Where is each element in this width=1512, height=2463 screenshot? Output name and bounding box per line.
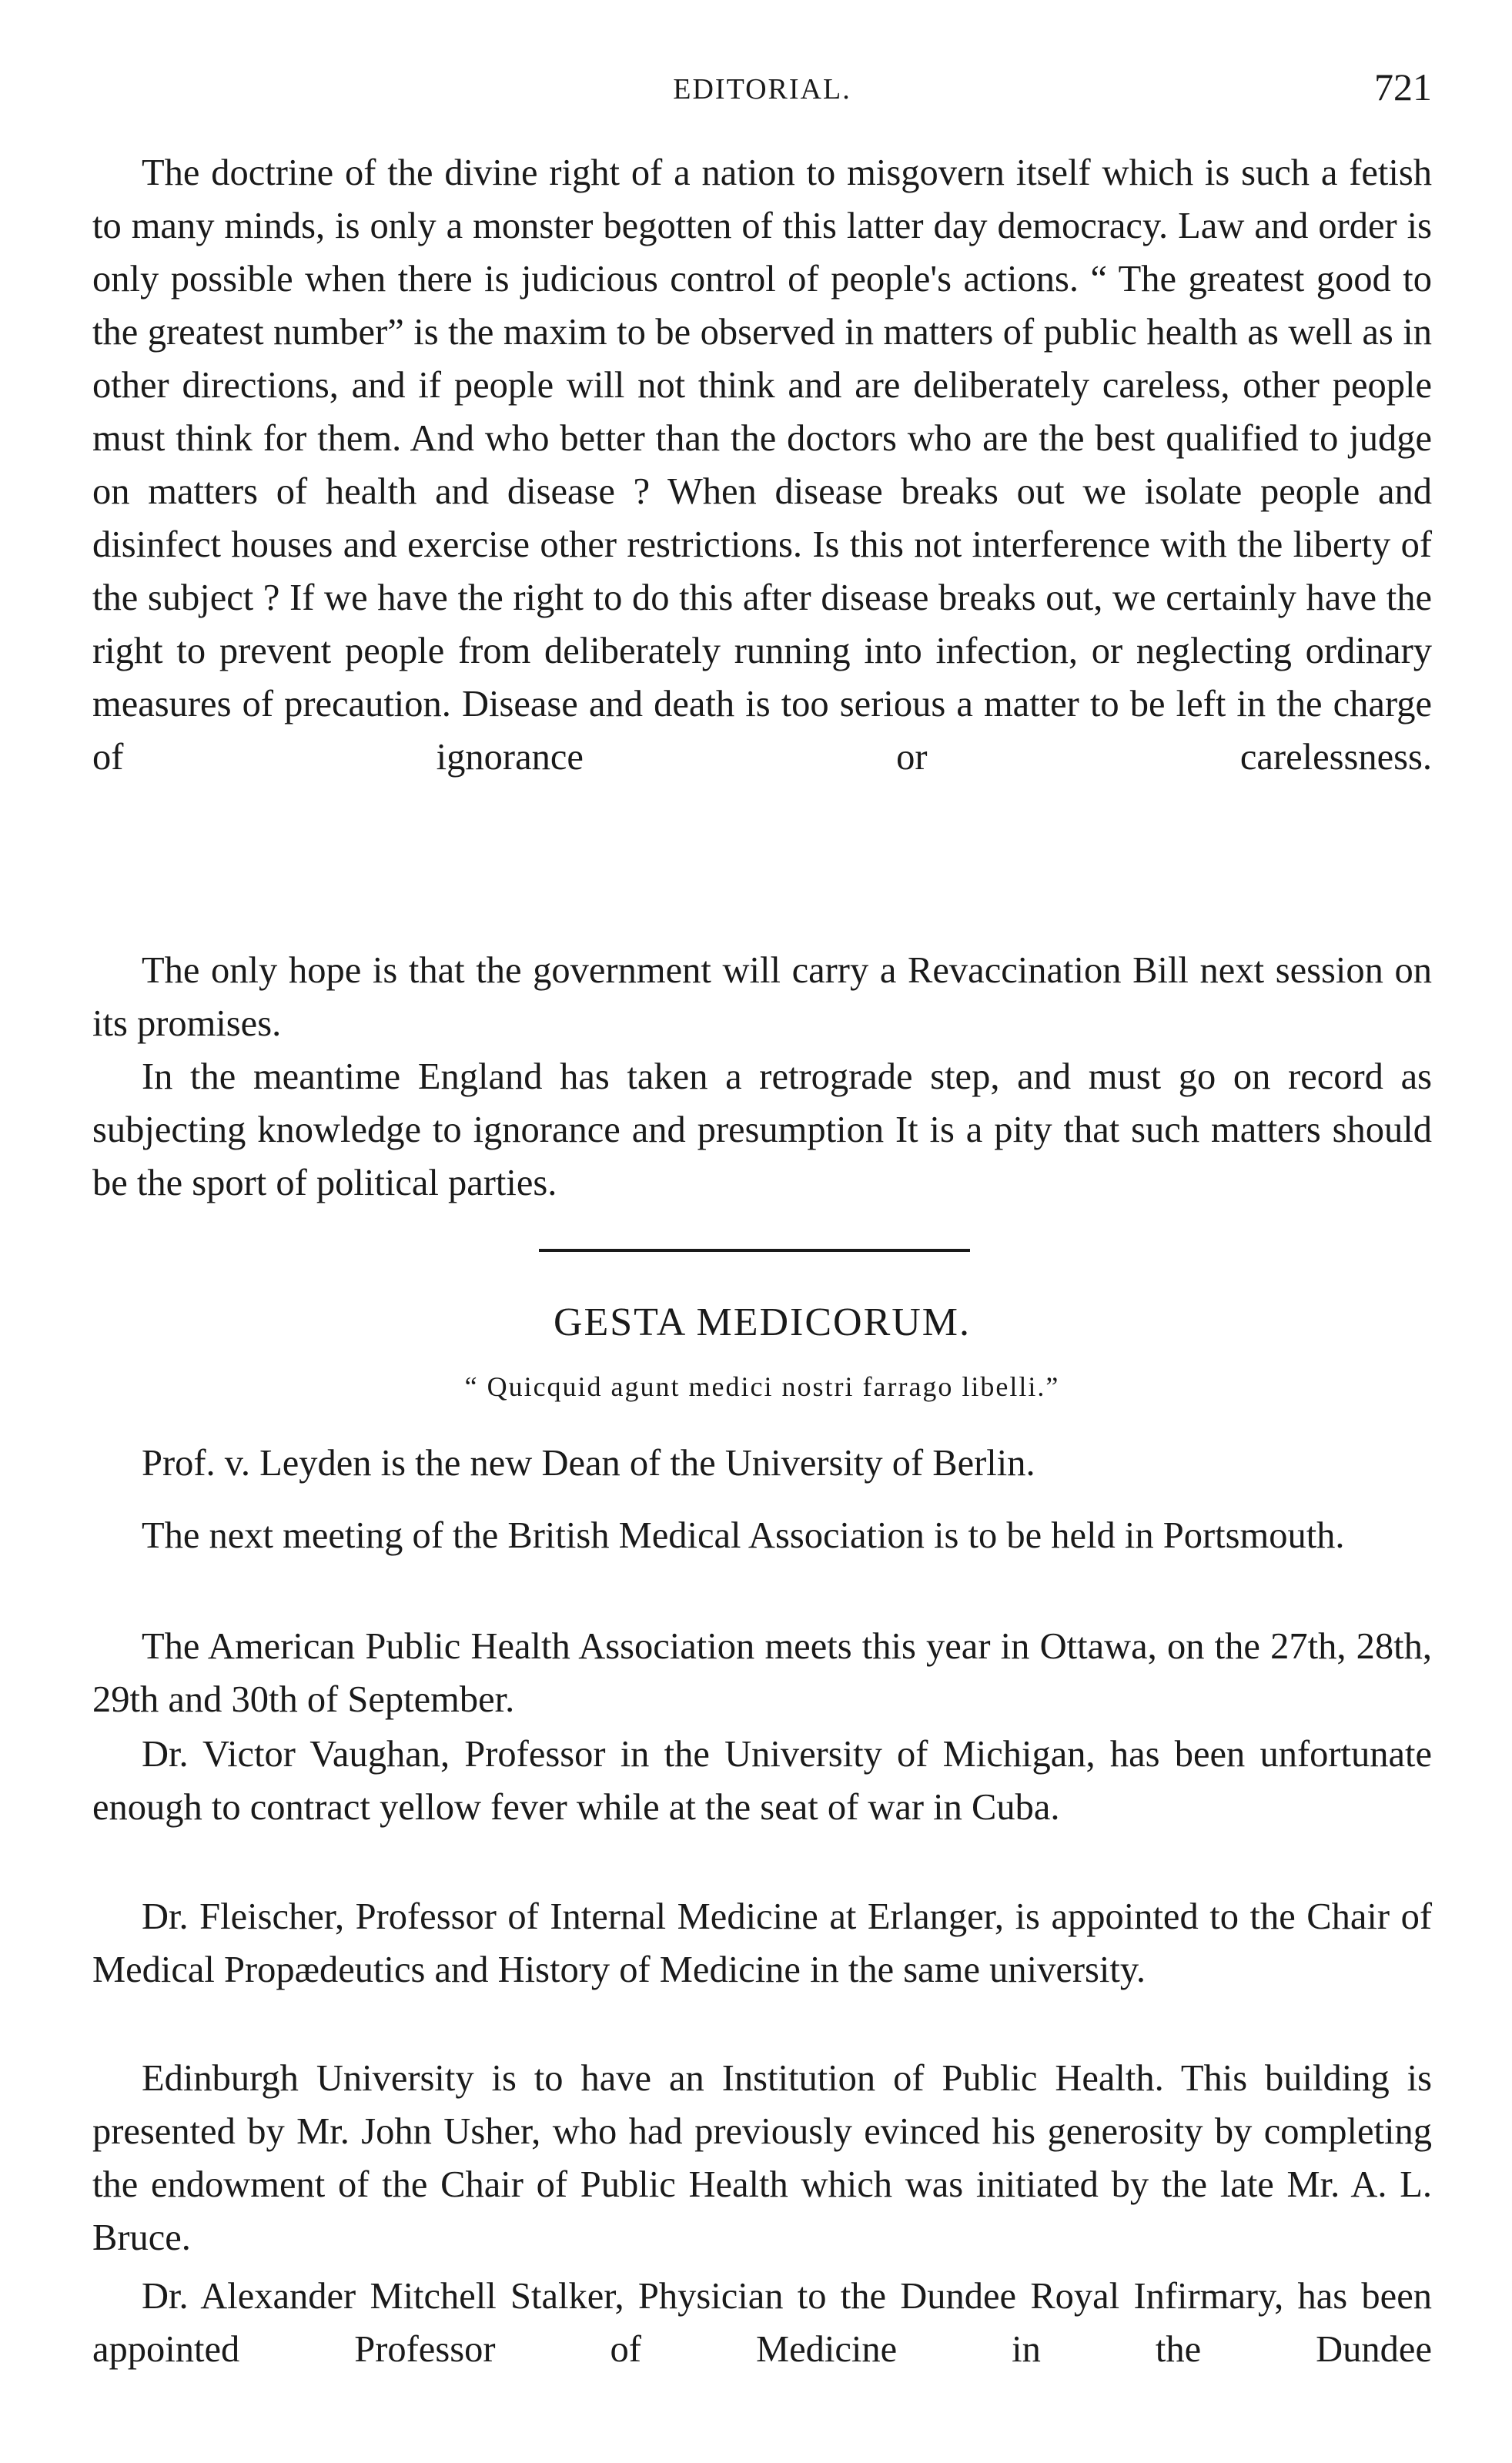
editorial-paragraph-text: The only hope is that the government will carry a Revaccination Bill next session on its promises.	[92, 950, 1432, 1044]
news-item-text: The next meeting of the British Medical Association is to be held in Portsmouth.	[142, 1515, 1345, 1556]
editorial-paragraph-text: In the meantime England has taken a retrograde step, and must go on record as subjecting knowledge to ignorance and presumption It is a pity that such matters should be the sport of political parties.	[92, 1056, 1432, 1203]
news-item-text: Dr. Victor Vaughan, Professor in the University of Michigan, has been unfortunate enough to contract yellow fever while at the seat of war in Cuba.	[92, 1734, 1432, 1828]
page-number: 721	[1374, 65, 1432, 109]
section-motto: “ Quicquid agunt medici nostri farrago libelli.”	[464, 1371, 1060, 1402]
news-item	[92, 1890, 1432, 1996]
news-item-text: Prof. v. Leyden is the new Dean of the University of Berlin.	[142, 1443, 1035, 1484]
running-head: EDITORIAL.	[673, 73, 851, 105]
news-item	[92, 2270, 1432, 2376]
news-item-text: The American Public Health Association meets this year in Ottawa, on the 27th, 28th, 29th and 30th of September.	[92, 1626, 1432, 1720]
news-item	[92, 1437, 1432, 1490]
editorial-paragraph-text: The doctrine of the divine right of a nation to misgovern itself which is such a fetish to many minds, is only a monster begotten of this latter day democracy. Law and order is only possible when there is judicious control of people's actions. “ The greatest good to the greatest number” is the maxim to be observed in matters of public health as well as in other directions, and if people will not think and are deliberately careless, other people must think for them. And who better than the doctors who are the best qualified to judge on matters of health and disease ? When disease breaks out we isolate people and disinfect houses and exercise other restrictions. Is this not interference with the liberty of the subject ? If we have the right to do this after disease breaks out, we certainly have the right to prevent people from deliberately running into infection, or neglecting ordinary measures of precaution. Disease and death is too serious a matter to be left in the charge of ignorance or carelessness.	[92, 152, 1432, 778]
section-divider	[539, 1249, 970, 1252]
news-item-text: Dr. Alexander Mitchell Stalker, Physician to the Dundee Royal Infirmary, has been appointed Professor of Medicine in the Dundee	[92, 2276, 1432, 2370]
page-header	[92, 60, 1432, 122]
editorial-paragraph	[92, 944, 1432, 1050]
news-item	[92, 2052, 1432, 2264]
editorial-paragraph	[92, 1050, 1432, 1210]
news-item	[92, 1728, 1432, 1834]
news-item-text: Edinburgh University is to have an Institution of Public Health. This building is presented by Mr. John Usher, who had previously evinced his generosity by completing the endowment of the Chair of Public Health which was initiated by the late Mr. A. L. Bruce.	[92, 2058, 1432, 2258]
news-item	[92, 1620, 1432, 1726]
news-item	[92, 1509, 1432, 1562]
editorial-paragraph	[92, 146, 1432, 784]
section-title: GESTA MEDICORUM.	[553, 1300, 972, 1344]
news-item-text: Dr. Fleischer, Professor of Internal Medicine at Erlanger, is appointed to the Chair of Medical Propædeutics and History of Medicine in the same university.	[92, 1896, 1432, 1990]
